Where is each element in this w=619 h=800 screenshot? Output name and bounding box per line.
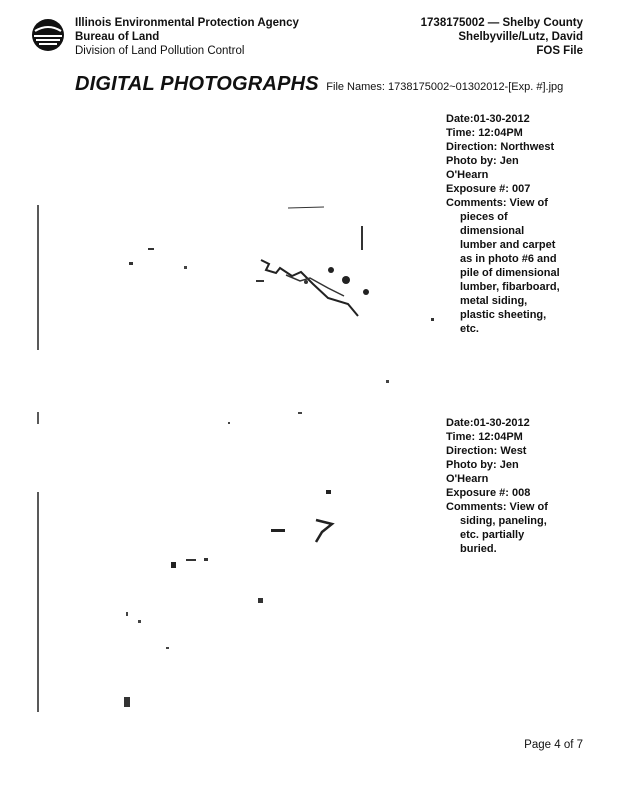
comment-line: plastic sheeting, [460,309,547,321]
file-type: FOS File [536,45,583,57]
photo-details-008 [446,416,586,556]
title-row [75,73,563,96]
agency-block [75,16,299,58]
photo-exposure: Exposure #: 007 [446,183,531,195]
photo-exposure-008 [36,412,436,717]
photo-time: Time: 12:04PM [446,127,523,139]
photo-exposure: Exposure #: 008 [446,487,531,499]
photo-comments: Comments: View of [446,501,548,513]
division-name: Division of Land Pollution Control [75,45,245,57]
photo-direction: Direction: Northwest [446,141,555,153]
comment-line: lumber, fibarboard, [460,281,560,293]
comment-line: etc. [460,323,479,335]
photo-by-name: O'Hearn [446,169,489,181]
site-block [421,16,583,58]
agency-name: Illinois Environmental Protection Agency [75,17,299,29]
comment-line: metal siding, [460,295,528,307]
photo-date: Date:01-30-2012 [446,113,530,125]
document-title: DIGITAL PHOTOGRAPHS [75,73,319,95]
comment-line: pieces of [460,211,508,223]
comment-line: buried. [460,543,497,555]
comment-line: siding, paneling, [460,515,547,527]
photo-comments: Comments: View of [446,197,548,209]
iepa-logo [31,18,65,52]
photo-by: Photo by: Jen [446,459,519,471]
photo-time: Time: 12:04PM [446,431,523,443]
page-number: Page 4 of 7 [524,739,583,751]
bureau-name: Bureau of Land [75,31,160,43]
photo-exposure-007 [36,110,436,410]
comment-line: as in photo #6 and [460,253,557,265]
comment-line: dimensional [460,225,525,237]
file-names: File Names: 1738175002~01302012-[Exp. #].jpg [326,81,564,93]
comment-line: pile of dimensional [460,267,560,279]
photo-details-007 [446,112,586,336]
comment-line: etc. partially [460,529,525,541]
comment-line: lumber and carpet [460,239,556,251]
photo-by: Photo by: Jen [446,155,519,167]
photo-by-name: O'Hearn [446,473,489,485]
photo-date: Date:01-30-2012 [446,417,530,429]
site-name: Shelbyville/Lutz, David [458,31,583,43]
photo-direction: Direction: West [446,445,527,457]
site-id: 1738175002 — Shelby County [420,17,583,29]
